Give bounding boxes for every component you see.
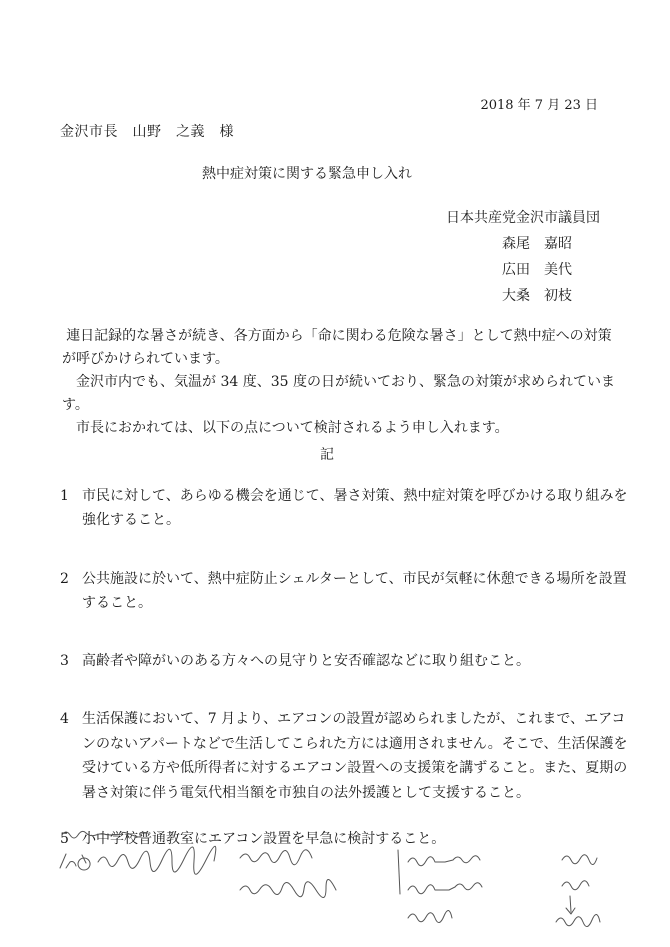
intro-paragraphs	[62, 325, 622, 440]
sender-member: 広田 美代	[502, 262, 572, 278]
item-text: 市民に対して、あらゆる機会を通じて、暑さ対策、熱中症対策を呼びかける取り組みを強化すること。	[82, 488, 628, 528]
intro-paragraph: 市長におかれては、以下の点について検討されるよう申し入れます。	[76, 420, 509, 436]
request-item	[60, 707, 628, 805]
document-title: 熱中症対策に関する緊急申し入れ	[202, 166, 412, 182]
sender-member: 森尾 嘉昭	[502, 236, 572, 252]
item-text: 生活保護において、7 月より、エアコンの設置が認められましたが、これまで、エアコンのないアパートなどで生活してこられた方には適用されません。そこで、生活保護を受けている方や低所得者に対するエアコン設置への支援策を講ずること。また、夏期の暑さ対策に伴う電気代相当額を市独自の法外援護として支援すること。	[82, 711, 628, 801]
ki-heading: 記	[320, 447, 334, 463]
request-item	[60, 827, 628, 851]
intro-paragraph: 連日記録的な暑さが続き、各方面から「命に関わる危険な暑さ」として熱中症への対策が呼びかけられています。	[62, 328, 612, 367]
item-number: 1	[60, 488, 69, 504]
senders-block	[446, 207, 600, 311]
item-number: 2	[60, 571, 69, 587]
sender-organization: 日本共産党金沢市議員団	[446, 210, 600, 226]
item-text: 小中学校普通教室にエアコン設置を早急に検討すること。	[82, 831, 446, 847]
request-items	[60, 484, 628, 851]
item-text: 高齢者や障がいのある方々への見守りと安否確認などに取り組むこと。	[82, 653, 530, 669]
intro-paragraph: 金沢市内でも、気温が 34 度、35 度の日が続いており、緊急の対策が求められています。	[62, 374, 615, 413]
item-number: 3	[60, 653, 69, 669]
request-item	[60, 567, 628, 615]
document-date: 2018 年 7 月 23 日	[480, 98, 598, 113]
item-number: 5	[60, 831, 69, 847]
sender-member: 大桑 初枝	[502, 288, 572, 304]
addressee: 金沢市長 山野 之義 様	[60, 124, 234, 140]
request-item	[60, 649, 628, 673]
item-number: 4	[60, 711, 69, 727]
item-text: 公共施設に於いて、熱中症防止シェルターとして、市民が気軽に休憩できる場所を設置すること。	[82, 571, 627, 611]
request-item	[60, 484, 628, 532]
